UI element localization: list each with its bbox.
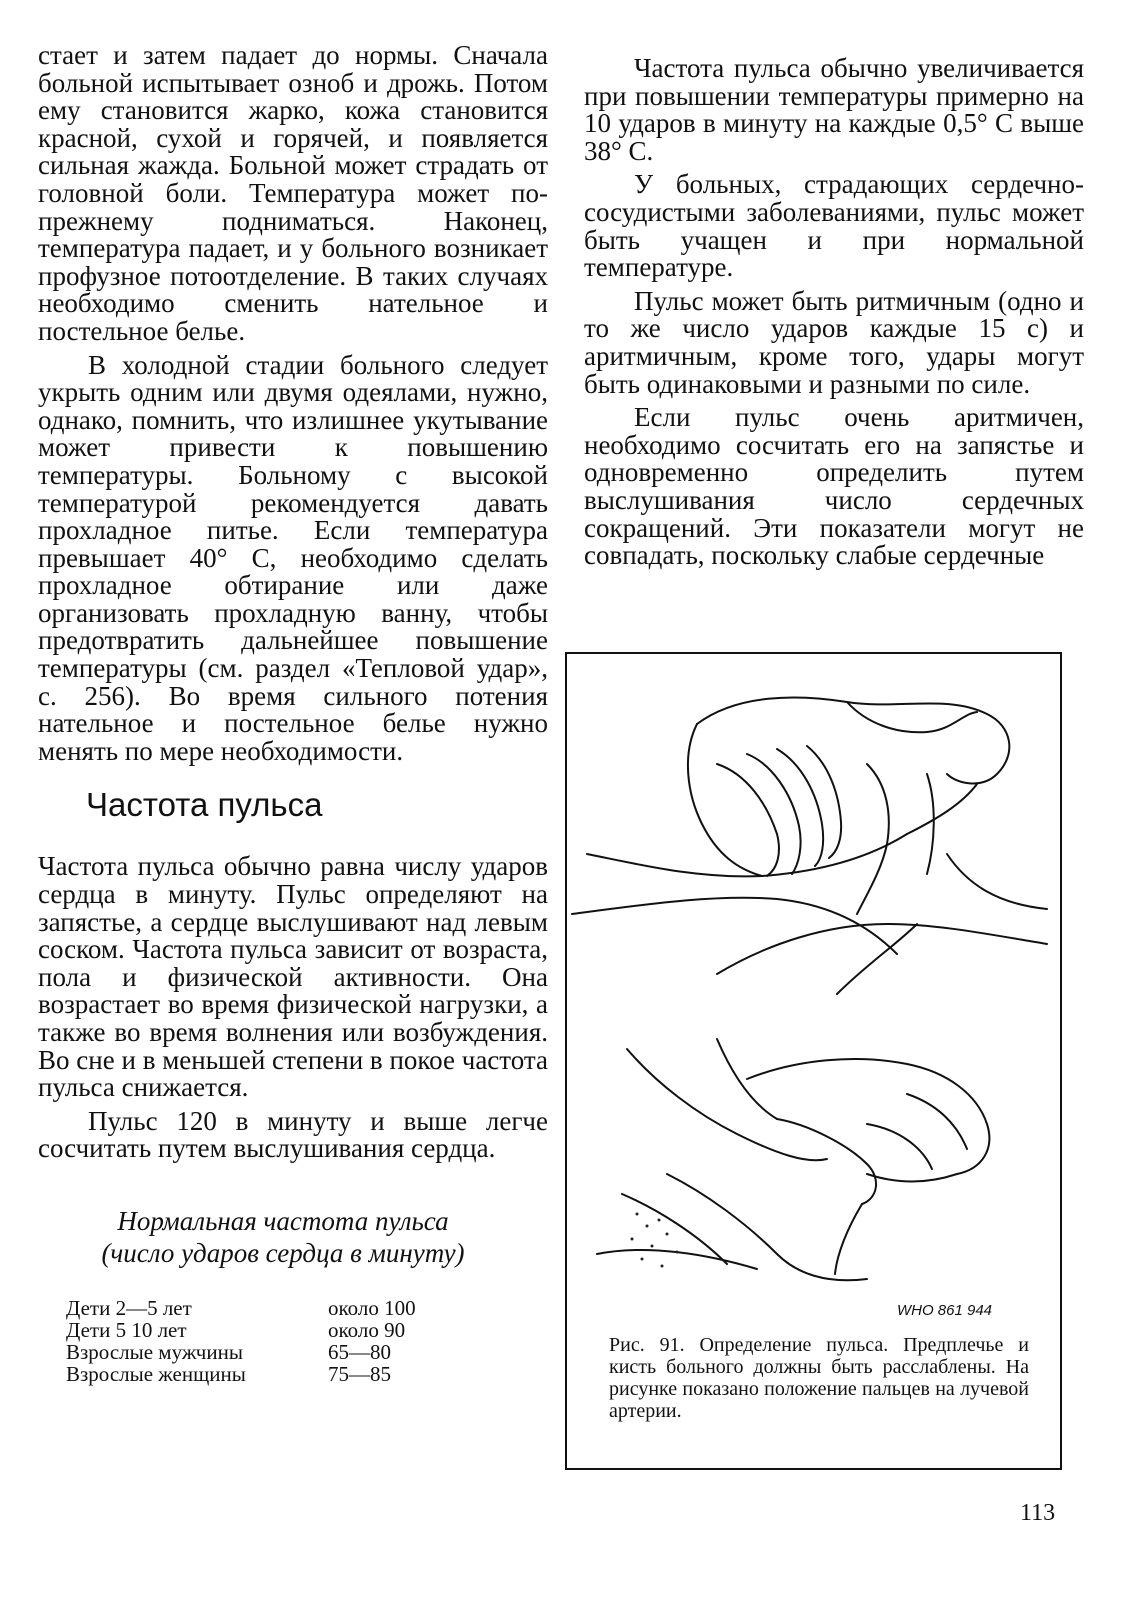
- pulse-table-title: [18, 1205, 548, 1269]
- table-cell-group: Взрослые мужчины: [66, 1339, 243, 1364]
- table-row: [66, 1319, 416, 1341]
- pulse-table-title-line2: (число ударов сердца в минуту): [101, 1237, 465, 1268]
- table-cell-value: 75—85: [328, 1361, 391, 1386]
- figure-code: WHO 861 944: [896, 1302, 992, 1319]
- left-column: [38, 42, 548, 1385]
- paragraph-temperature-effect: Частота пульса обычно увеличивается при повышении температуры примерно на 10 ударов в минуту на каждые 0,5° С выше 38° С.: [584, 53, 1084, 166]
- figure-91: [565, 652, 1062, 1470]
- table-row: [66, 1363, 416, 1385]
- page-number: 113: [1020, 1500, 1056, 1526]
- paragraph-fever-stages: стает и затем падает до нормы. Сначала больной испытывает озноб и дрожь. Потом ему становится жарко, кожа становится красной, сухой и горячей, и появляется сильная жажда. Больной может страдать от головной боли. Температура может по-прежнему подниматься. Наконец, температура падает, и у больного возникает профузное потоотделение. В таких случаях необходимо сменить нательное и постельное белье.: [38, 40, 548, 346]
- table-row: [66, 1341, 416, 1363]
- paragraph-arrhythmia: Если пульс очень аритмичен, необходимо сосчитать его на запястье и одновременно определить путем выслушивания число сердечных сокращений. Эти показатели могут не совпадать, поскольку слабые сердечные: [584, 402, 1084, 571]
- pulse-table-title-line1: Нормальная частота пульса: [117, 1205, 449, 1236]
- paragraph-cardiac-patients: У больных, страдающих сердечно-сосудистыми заболеваниями, пульс может быть учащен и при нормальной температуре.: [584, 169, 1084, 283]
- paragraph-pulse-120: Пульс 120 в минуту и выше легче сосчитать путем выслушивания сердца.: [38, 1105, 548, 1164]
- paragraph-rhythm: Пульс может быть ритмичным (одно и то же число ударов каждые 15 с) и аритмичным, кроме того, удары могут быть одинаковыми и разными по силе.: [584, 285, 1084, 399]
- section-heading-pulse-rate: Частота пульса: [86, 786, 323, 824]
- paragraph-pulse-definition: Частота пульса обычно равна числу ударов сердца в минуту. Пульс определяют на запястье, а сердце выслушивают над левым соском. Частота пульса зависит от возраста, пола и физической активности. Она возрастает во время физической нагрузки, а также во время волнения или возбуждения. Во сне и в меньшей степени в покое частота пульса снижается.: [38, 851, 548, 1103]
- pulse-rate-table: [66, 1297, 416, 1385]
- table-row: [66, 1297, 416, 1319]
- table-cell-value: около 100: [328, 1295, 416, 1320]
- paragraph-cold-stage: В холодной стадии больного следует укрыть одним или двумя одеялами, нужно, однако, помнить, что излишнее укутывание может привести к повышению температуры. Больному с высокой температурой рекомендуется давать прохладное питье. Если температура превышает 40° С, необходимо сделать прохладное обтирание или даже организовать прохладную ванну, чтобы предотвратить дальнейшее повышение температуры (см. раздел «Тепловой удар», с. 256). Во время сильного потения нательное и постельное белье нужно менять по мере необходимости.: [38, 349, 548, 766]
- figure-caption: Рис. 91. Определение пульса. Предплечье и кисть больного должны быть расслаблены. На рисунке показано положение пальцев на лучевой артерии.: [609, 1334, 1029, 1422]
- table-cell-value: 65—80: [328, 1339, 391, 1364]
- hand-pulse-illustration: [567, 654, 1060, 1294]
- right-column: [584, 55, 1084, 570]
- table-cell-group: Взрослые женщины: [66, 1361, 246, 1386]
- table-cell-value: около 90: [328, 1317, 406, 1342]
- table-cell-group: Дети 5 10 лет: [66, 1317, 187, 1342]
- table-cell-group: Дети 2—5 лет: [66, 1295, 192, 1320]
